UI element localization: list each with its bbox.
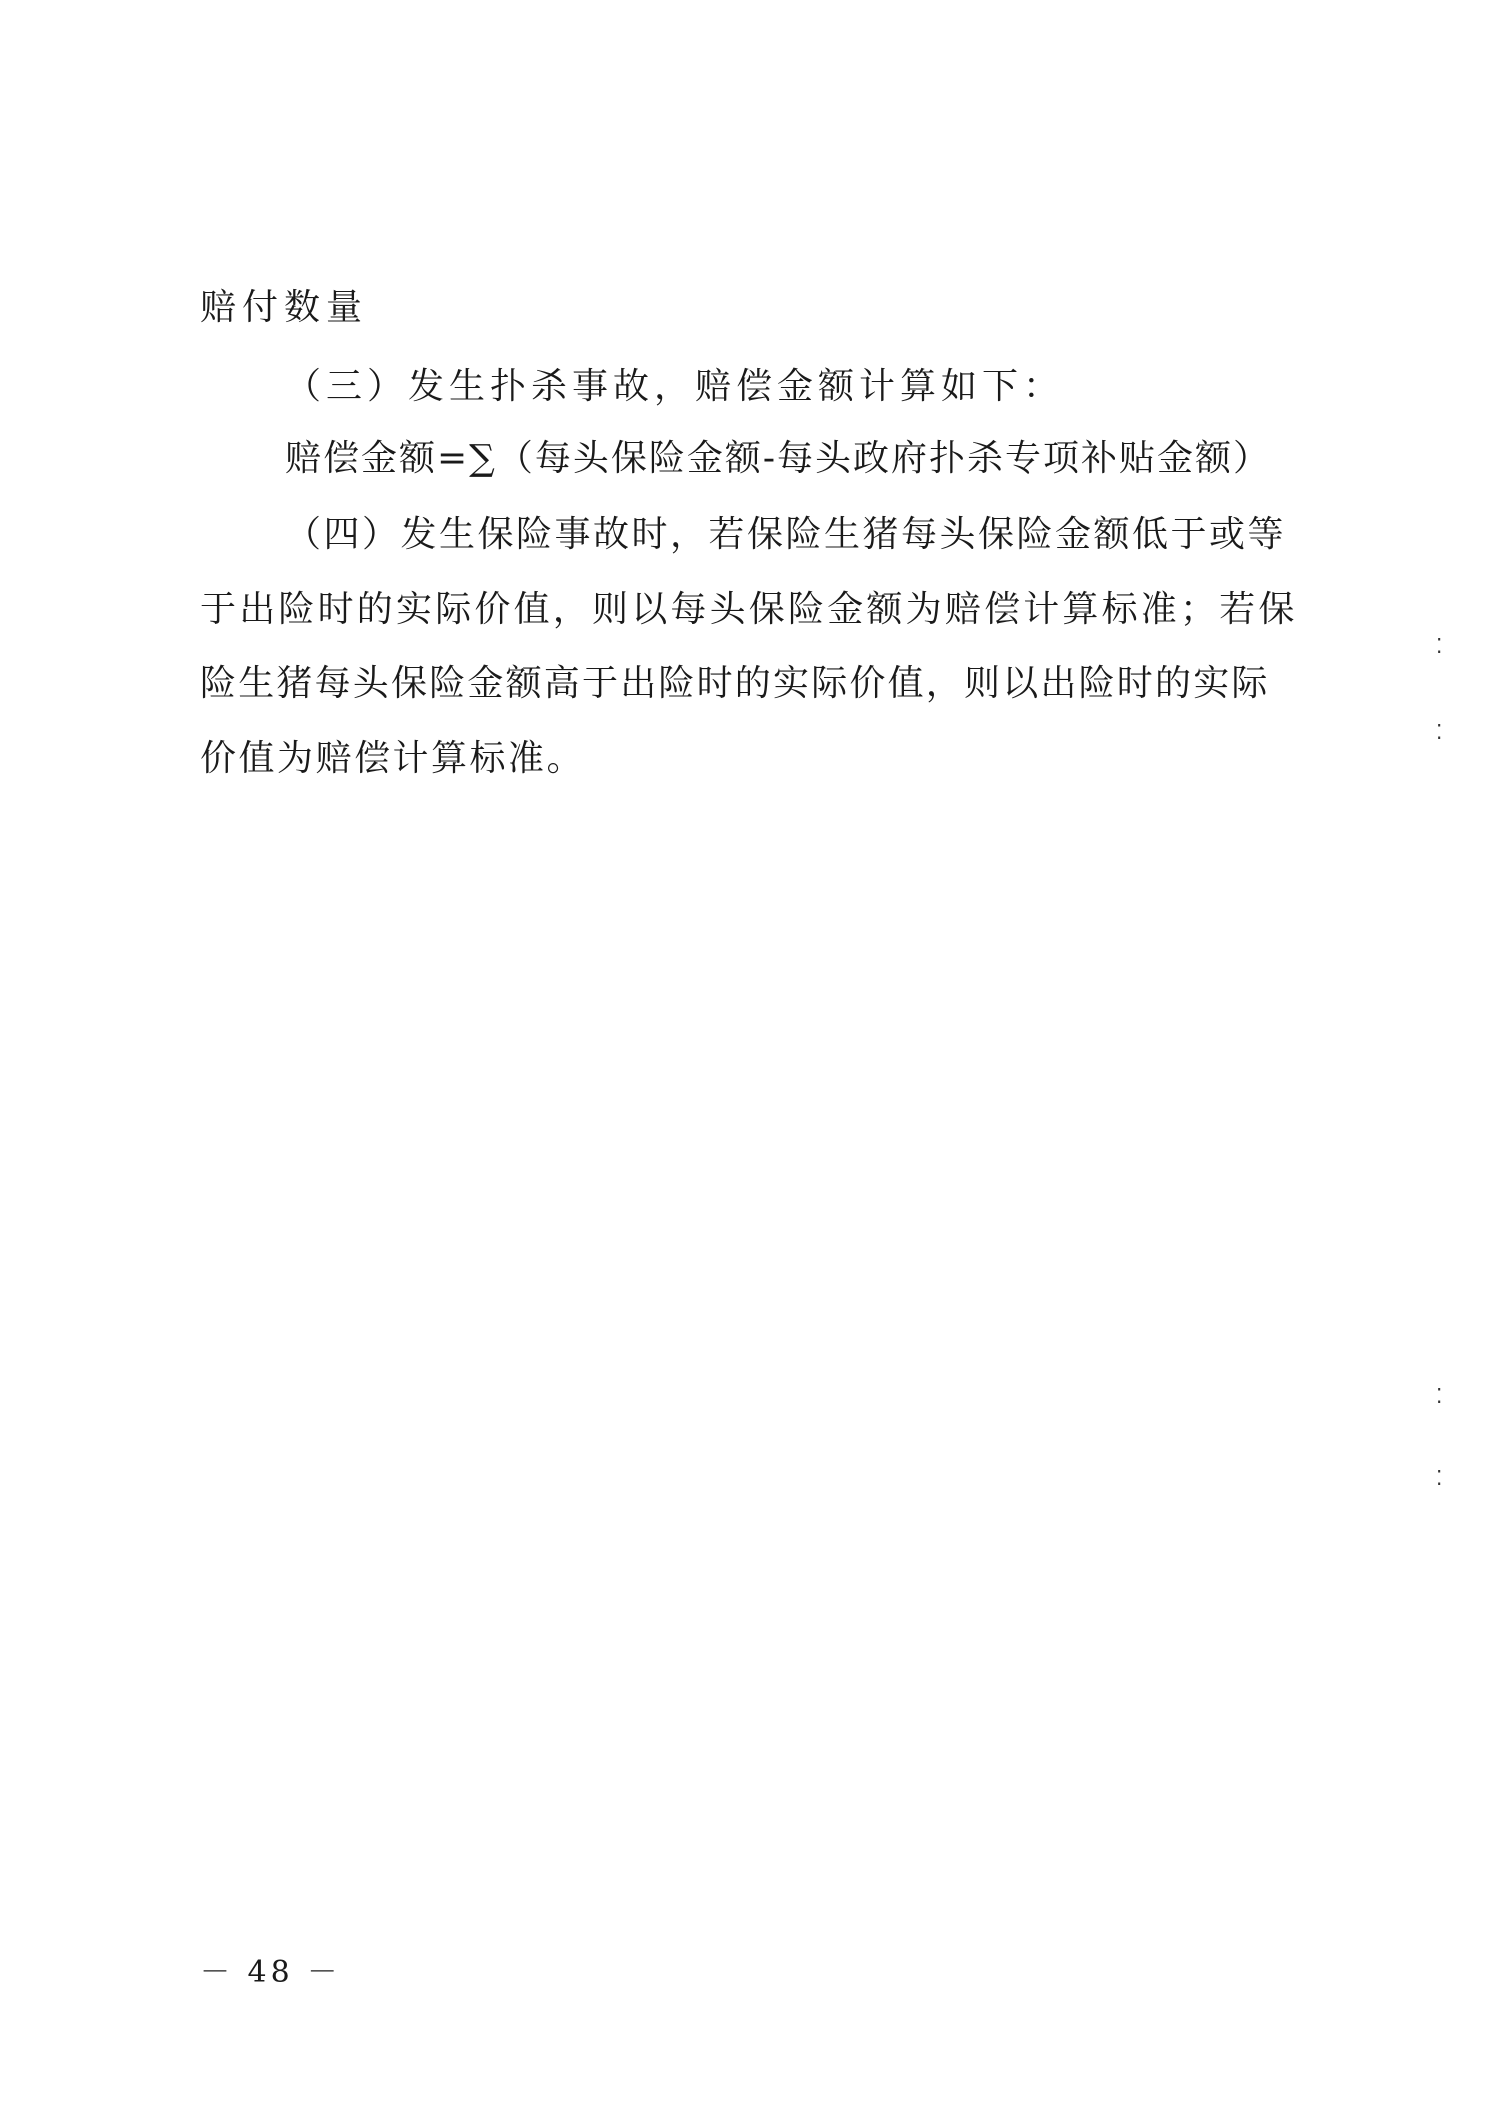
margin-mark: ⁚ bbox=[1436, 720, 1443, 744]
text-line-2: （三）发生扑杀事故，赔偿金额计算如下： bbox=[285, 366, 1065, 407]
margin-mark: ⁚ bbox=[1436, 1384, 1443, 1408]
page-number: － 48 － bbox=[200, 1955, 342, 1990]
margin-mark: ⁚ bbox=[1436, 1466, 1443, 1490]
text-line-4: （四）发生保险事故时，若保险生猪每头保险金额低于或等 bbox=[285, 514, 1287, 555]
text-line-7: 价值为赔偿计算标准。 bbox=[200, 738, 586, 779]
text-line-5: 于出险时的实际价值，则以每头保险金额为赔偿计算标准；若保 bbox=[200, 589, 1298, 630]
text-line-1: 赔付数量 bbox=[200, 287, 369, 328]
text-line-6: 险生猪每头保险金额高于出险时的实际价值，则以出险时的实际 bbox=[200, 663, 1270, 704]
text-line-3: 赔偿金额=∑（每头保险金额-每头政府扑杀专项补贴金额） bbox=[285, 438, 1272, 479]
margin-mark: ⁚ bbox=[1436, 634, 1443, 658]
